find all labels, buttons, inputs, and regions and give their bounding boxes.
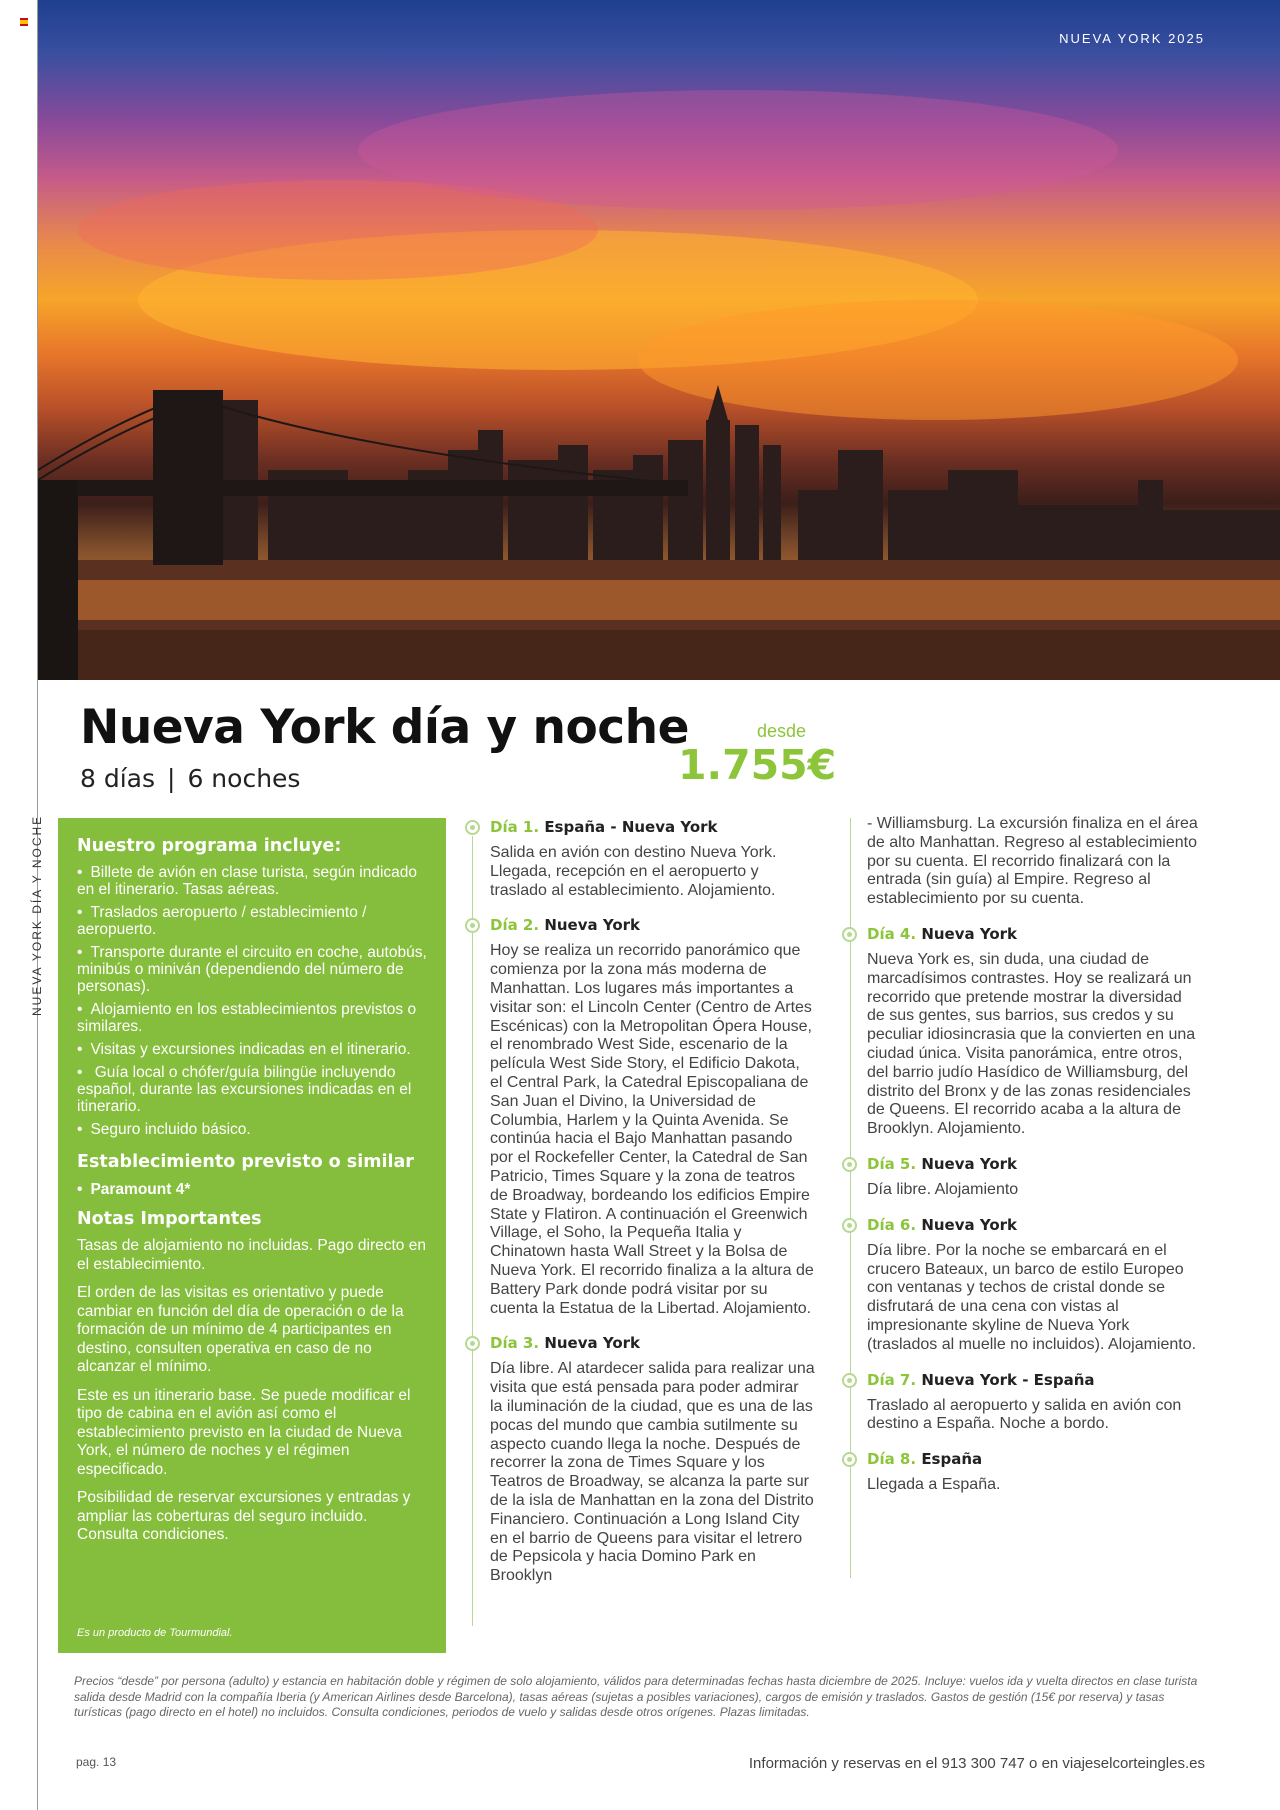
timeline-dot-icon <box>842 1373 857 1388</box>
list-item: • Alojamiento en los establecimientos previstos o similares. <box>77 1001 417 1035</box>
timeline-dot-icon <box>842 1218 857 1233</box>
note-text: Este es un itinerario base. Se puede modificar el tipo de cabina en el avión así como el establecimiento previsto en la ciudad de Nueva York, el número de noches y el régimen especificado. <box>77 1386 411 1478</box>
timeline-dot-icon <box>465 918 480 933</box>
duration <box>80 764 300 793</box>
timeline-dot-icon <box>842 1452 857 1467</box>
day-7: Día 7. Nueva York - España Traslado al aeropuerto y salida en avión con destino a España. Noche a bordo. <box>867 1371 1202 1435</box>
header-label: NUEVA YORK 2025 <box>1059 31 1205 46</box>
contact-info-link[interactable]: Información y reservas en el 913 300 747 o en viajeselcorteingles.es <box>748 1755 1205 1772</box>
list-item: • Billete de avión en clase turista, según indicado en el itinerario. Tasas aéreas. <box>77 864 418 898</box>
day-3: Día 3. Nueva York Día libre. Al atardecer salida para realizar una visita que está pensada para poder admirar la iluminación de la ciudad, que es una de las pocas del mundo que cambia sutilmente su aspecto cuando llega la noche. Después de recorrer la zona de Times Square y los Teatros de Broadway, se alcanza la parte sur de la isla de Manhattan en la zona del Distrito Financiero. Continuación a Long Island City en el barrio de Queens para visitar el letrero de Pepsicola y hacia Domino Park en Brooklyn <box>490 1334 815 1586</box>
hero-image <box>38 0 1280 680</box>
timeline-dot-icon <box>465 1336 480 1351</box>
price-amount: 1.755€ <box>678 741 837 789</box>
note-text: Posibilidad de reservar excursiones y entradas y ampliar las coberturas del seguro incluido. Consulta condiciones. <box>77 1489 411 1543</box>
duration-nights: 6 noches <box>187 764 301 793</box>
day-8: Día 8. España Llegada a España. <box>867 1450 1202 1495</box>
day-2: Día 2. Nueva York Hoy se realiza un recorrido panorámico que comienza por la zona más moderna de Manhattan. Los lugares más importantes a visitar son: el Lincoln Center (Centro de Artes Escénicas) con la Metropolitan Ópera House, el renombrado West Side, escenario de la película West Side Story, el Edificio Dakota, el Central Park, la Catedral Episcopaliana de San Juan el Divino, la Universidad de Columbia, Harlem y la Quinta Avenida. Se continúa hacia el Bajo Manhattan pasando por el Rockefeller Center, la Catedral de San Patricio, Times Square y la zona de teatros de Broadway, bordeando los edificios Empire State y Flatiron. A continuación el Greenwich Village, el Soho, la Pequeña Italia y Chinatown hasta Wall Street y la Bolsa de Nueva York. El recorrido finaliza a la altura de Battery Park donde podrá visitar por su cuenta la Estatua de la Libertad. Alojamiento. <box>490 916 815 1318</box>
page-title: Nueva York día y noche <box>80 700 689 755</box>
timeline-dot-icon <box>465 820 480 835</box>
day-5: Día 5. Nueva York Día libre. Alojamiento <box>867 1155 1202 1200</box>
duration-separator: | <box>167 764 176 793</box>
timeline-line <box>472 836 473 1626</box>
hotel-name: • Paramount 4* <box>77 1181 191 1198</box>
day-3-continuation: - Williamsburg. La excursión finaliza en el área de alto Manhattan. Regreso al establecimiento por su cuenta. El recorrido finalizará con la entrada (sin guía) al Empire. Regreso al establecimiento por su cuenta. <box>867 815 1198 908</box>
list-item: • Seguro incluido básico. <box>77 1121 251 1138</box>
spain-flag-icon <box>20 18 28 26</box>
program-list <box>77 864 428 1138</box>
duration-days: 8 días <box>80 764 156 793</box>
program-box <box>58 818 446 1653</box>
itinerary-column-1 <box>490 818 815 1602</box>
list-item: • Visitas y excursiones indicadas en el itinerario. <box>77 1041 411 1058</box>
note-text: El orden de las visitas es orientativo y puede cambiar en función del día de operación o de la formación de un mínimo de 4 participantes en destino, consulten operativa en caso de no alcanzar el mínimo. <box>77 1284 404 1375</box>
page-number: pag. 13 <box>76 1755 117 1769</box>
timeline-dot-icon <box>842 1157 857 1172</box>
itinerary-column-2 <box>867 815 1202 1511</box>
day-4: Día 4. Nueva York Nueva York es, sin duda, una ciudad de marcadísimos contrastes. Hoy se realizará un recorrido que pretende mostrar la diversidad de sus gentes, sus barrios, sus credos y su peculiar idiosincrasia que la convierten en una ciudad única. Visita panorámica, entre otros, del barrio judío Hasídico de Williamsburg, del distrito del Bronx y de las zonas residenciales de Queens. El recorrido acaba a la altura de Brooklyn. Alojamiento. <box>867 925 1202 1139</box>
price-from-label: desde <box>757 721 807 741</box>
list-item: • Traslados aeropuerto / establecimiento / aeropuerto. <box>77 904 367 938</box>
producer-note: Es un producto de Tourmundial. <box>77 1627 233 1639</box>
list-item: • Transporte durante el circuito en coche, autobús, minibús o miniván (dependiendo del número de personas). <box>77 944 427 995</box>
day-1: Día 1. España - Nueva York Salida en avión con destino Nueva York. Llegada, recepción en el aeropuerto y traslado al establecimiento. Alojamiento. <box>490 818 815 900</box>
list-item: • Guía local o chófer/guía bilingüe incluyendo español, durante las excursiones indicadas en el itinerario. <box>77 1064 412 1115</box>
hotel-heading: Establecimiento previsto o similar <box>77 1152 414 1172</box>
side-label: NUEVA YORK DÍA Y NOCHE <box>30 814 44 1016</box>
program-heading: Nuestro programa incluye: <box>77 836 342 856</box>
notes-heading: Notas Importantes <box>77 1209 262 1229</box>
skyline-illustration <box>38 0 1280 680</box>
timeline-dot-icon <box>842 927 857 942</box>
note-text: Tasas de alojamiento no incluidas. Pago directo en el establecimiento. <box>77 1237 426 1273</box>
day-6: Día 6. Nueva York Día libre. Por la noche se embarcará en el crucero Bateaux, un barco de estilo Europeo con ventanas y techos de cristal donde se disfrutará de una cena con vistas al impresionante skyline de Nueva York (traslados al muelle no incluidos). Alojamiento. <box>867 1216 1202 1355</box>
price-disclaimer: Precios “desde” por persona (adulto) y estancia en habitación doble y régimen de solo alojamiento, válidos para determinadas fechas hasta diciembre de 2025. Incluye: vuelos ida y vuelta directos en clase turista salida desde Madrid con la compañía Iberia (y American Airlines desde Barcelona), tasas aéreas (sujetas a posibles variaciones), cargos de emisión y traslados. Gastos de gestión (15€ por reserva) y tasas turísticas (pago directo en el hotel) no incluidos. Consulta condiciones, periodos de vuelo y salidas desde otros orígenes. Plazas limitadas. <box>74 1674 1198 1719</box>
